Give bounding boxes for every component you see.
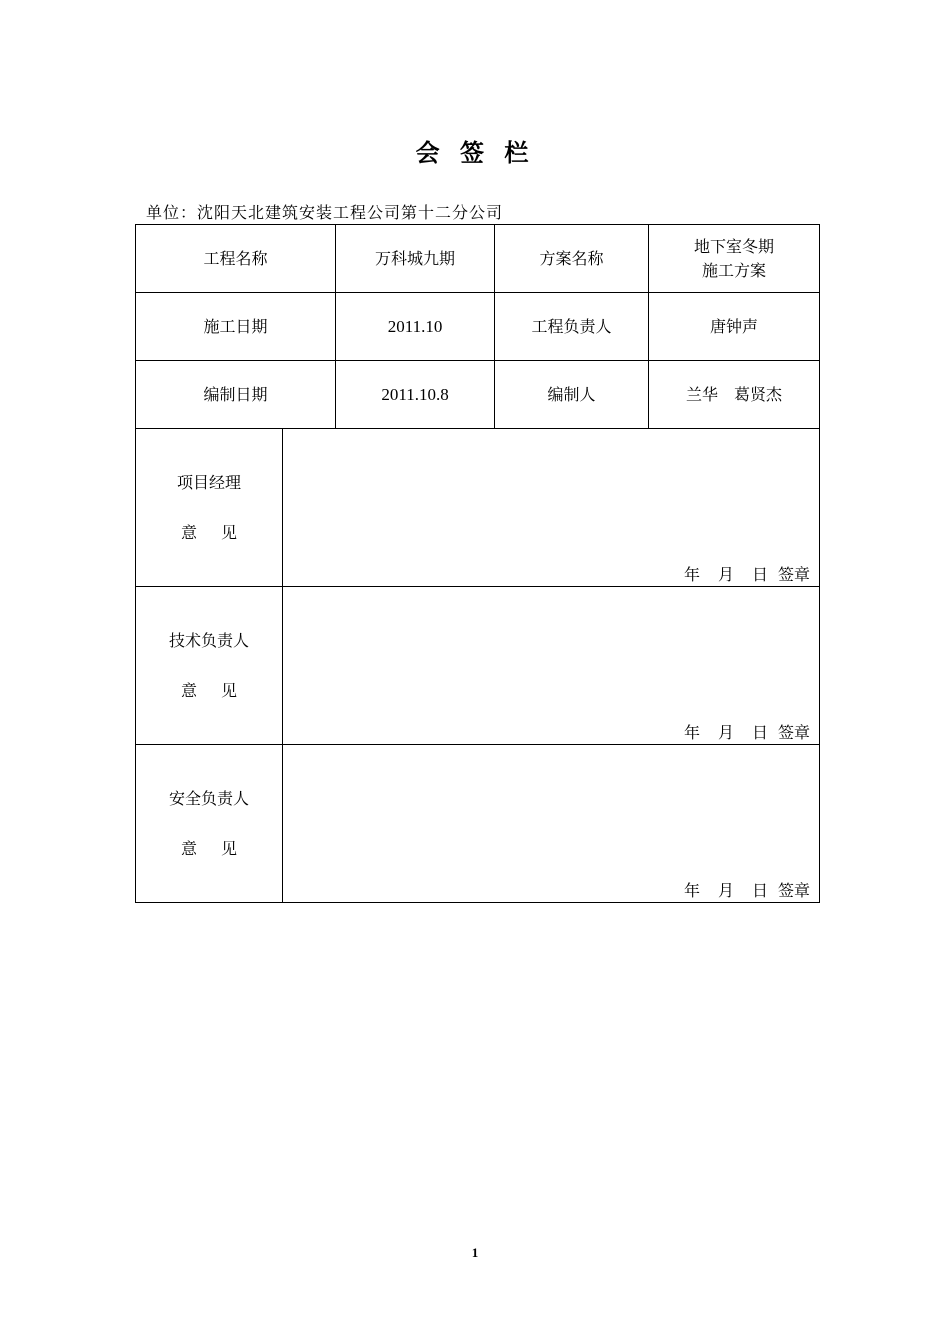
table-row (136, 361, 820, 429)
construction-date-label: 施工日期 (136, 293, 336, 361)
sign-seal: 签章 (778, 881, 811, 900)
opinion-label-title: 技术负责人 (168, 630, 249, 650)
page-number: 1 (471, 1245, 479, 1260)
opinion-input-area[interactable] (283, 429, 820, 587)
table-row (136, 745, 820, 903)
unit-line: 单位：沈阳天北建筑安装工程公司第十二分公司 (146, 203, 504, 222)
opinion-label-subtitle: 意 见 (180, 680, 238, 700)
opinion-label-title: 安全负责人 (168, 788, 249, 808)
signature-line (684, 722, 810, 744)
sign-month: 月 (717, 881, 734, 900)
signature-line (684, 880, 810, 902)
compile-date-value: 2011.10.8 (336, 361, 495, 429)
sign-year: 年 (683, 881, 700, 900)
table-row (136, 587, 820, 745)
opinion-label-title: 项目经理 (176, 472, 241, 492)
sign-day: 日 (751, 565, 768, 584)
sign-year: 年 (683, 565, 700, 584)
signature-line (684, 564, 810, 586)
plan-name-value (649, 225, 820, 293)
plan-name-line-2: 施工方案 (702, 260, 767, 280)
opinion-label-cell (136, 429, 283, 587)
project-name-label: 工程名称 (136, 225, 336, 293)
table-row (136, 225, 820, 293)
project-lead-label: 工程负责人 (495, 293, 649, 361)
table-row (136, 293, 820, 361)
opinion-input-area[interactable] (283, 587, 820, 745)
construction-date-value: 2011.10 (336, 293, 495, 361)
project-lead-value: 唐钟声 (649, 293, 820, 361)
sign-year: 年 (683, 723, 700, 742)
compiler-label: 编制人 (495, 361, 649, 429)
compile-date-label: 编制日期 (136, 361, 336, 429)
table-row (136, 429, 820, 587)
opinion-label-cell (136, 745, 283, 903)
sign-seal: 签章 (778, 565, 811, 584)
opinion-label-cell (136, 587, 283, 745)
plan-name-line-1: 地下室冬期 (694, 236, 775, 256)
sign-month: 月 (717, 565, 734, 584)
page-title: 会 签 栏 (415, 138, 535, 167)
opinion-input-area[interactable] (283, 745, 820, 903)
project-name-value: 万科城九期 (336, 225, 495, 293)
sign-month: 月 (717, 723, 734, 742)
compiler-value: 兰华 葛贤杰 (649, 361, 820, 429)
sign-off-table (135, 224, 820, 903)
sign-day: 日 (751, 881, 768, 900)
opinion-label-subtitle: 意 见 (180, 522, 238, 542)
plan-name-label: 方案名称 (495, 225, 649, 293)
sign-seal: 签章 (778, 723, 811, 742)
sign-day: 日 (751, 723, 768, 742)
opinion-label-subtitle: 意 见 (180, 838, 238, 858)
